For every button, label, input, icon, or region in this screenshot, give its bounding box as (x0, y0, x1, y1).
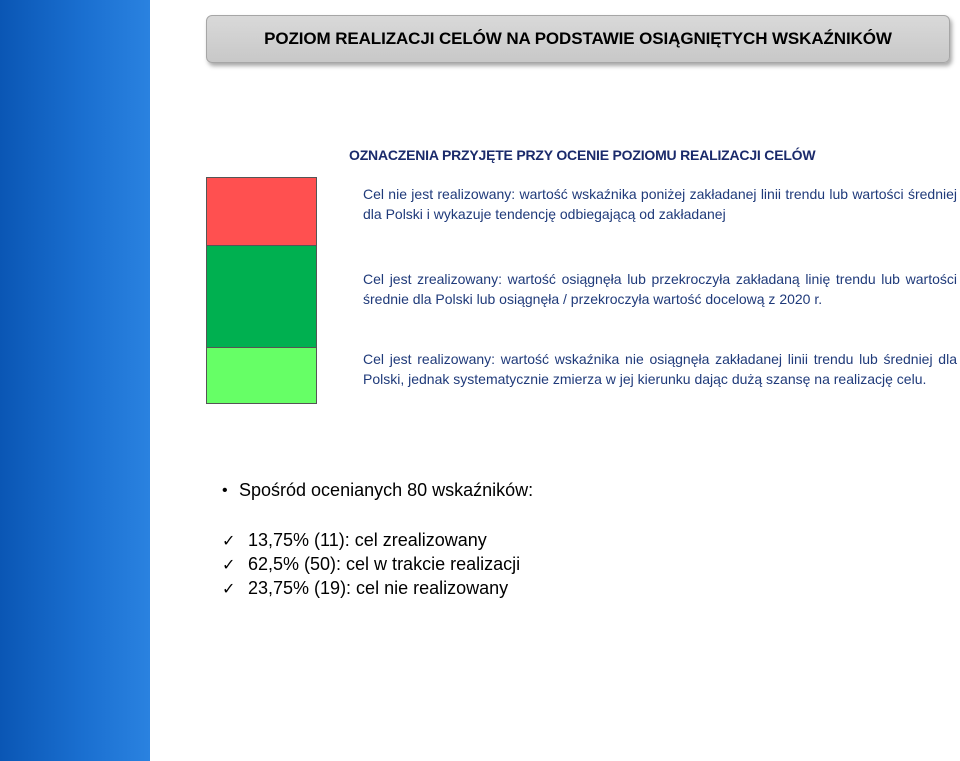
bullet-icon: • (222, 481, 228, 499)
title-box (206, 15, 950, 63)
legend-swatch-green (206, 245, 317, 348)
summary-item-not-realized: 23,75% (19): cel nie realizowany (248, 577, 509, 598)
list-item (222, 576, 520, 600)
summary-item-in-progress: 62,5% (50): cel w trakcie realizacji (248, 553, 521, 574)
legend-description-achieved: Cel jest zrealizowany: wartość osiągnęła lub przekroczyła zakładaną linię trendu lub wartości średnie dla Polski lub osiągnęła / przekroczyła wartość docelową z 2020 r. (363, 271, 957, 307)
summary-heading (222, 480, 533, 501)
check-icon: ✓ (222, 578, 236, 598)
legend-swatch-light-green (206, 347, 317, 404)
check-icon: ✓ (222, 530, 236, 550)
legend-description-in-progress: Cel jest realizowany: wartość wskaźnika nie osiągnęła zakładanej linii trendu lub średniej dla Polski, jednak systematycznie zmierza w jej kierunku dając dużą szansę na realizację celu. (363, 351, 957, 387)
summary-check-list (222, 528, 520, 600)
summary-heading-text: Spośród ocenianych 80 wskaźników: (239, 480, 534, 500)
summary-item-achieved: 13,75% (11): cel zrealizowany (248, 529, 487, 550)
list-item (222, 552, 520, 576)
check-icon: ✓ (222, 554, 236, 574)
legend-description-not-realized: Cel nie jest realizowany: wartość wskaźnika poniżej zakładanej linii trendu lub wartości średniej dla Polski i wykazuje tendencję odbiegającą od zakładanej (363, 186, 957, 222)
legend-heading: OZNACZENIA PRZYJĘTE PRZY OCENIE POZIOMU REALIZACJI CELÓW (349, 147, 816, 163)
list-item (222, 528, 520, 552)
legend-swatch-red (206, 177, 317, 246)
page-title: POZIOM REALIZACJI CELÓW NA PODSTAWIE OSIĄGNIĘTYCH WSKAŹNIKÓW (264, 29, 892, 48)
left-blue-sidebar (0, 0, 150, 761)
